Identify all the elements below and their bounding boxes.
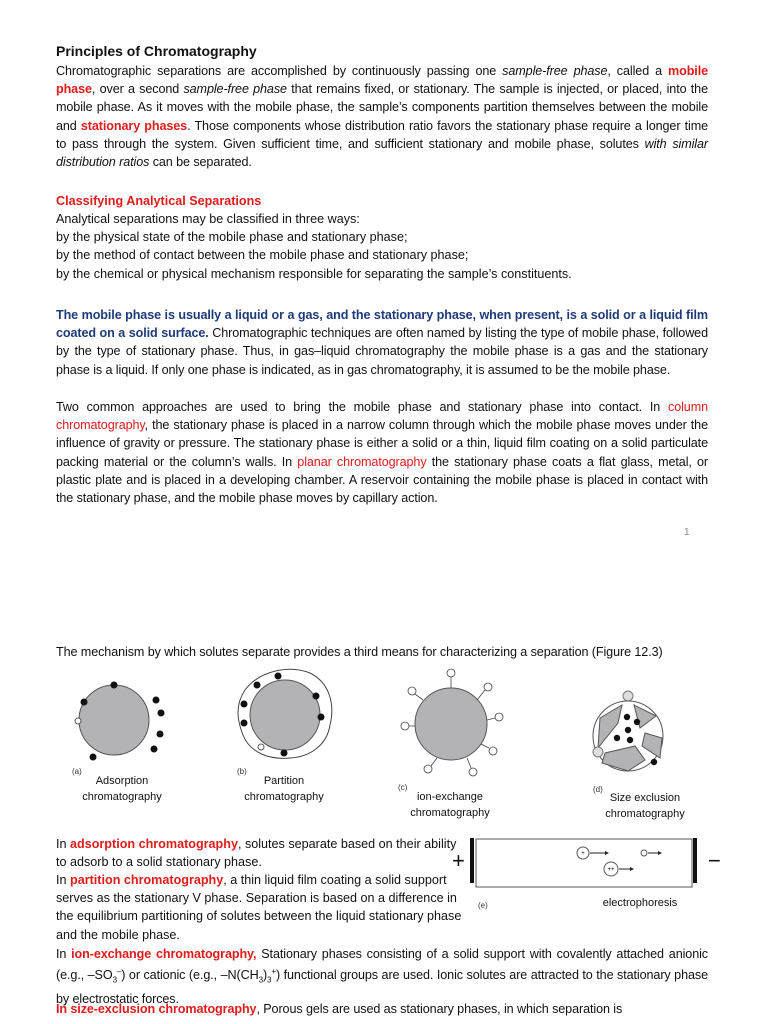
subscript: 3 [267,975,272,985]
positive-terminal-icon: + [452,848,465,873]
superscript: – [116,967,122,977]
page-title: Principles of Chromatography [56,43,257,59]
adsorption-diagram [70,682,170,762]
panel-label-adsorption [72,773,172,805]
negative-terminal-icon: − [708,848,721,873]
label-line: ion-exchange [416,791,484,803]
svg-text:++: ++ [607,867,615,873]
classify-intro: Analytical separations may be classified in three ways: [56,212,360,226]
italic-term: sample-free phase [502,64,608,78]
panel-letter-d: (d) [593,785,603,794]
highlight-column-chromatography: column chromatography [56,400,708,433]
classify-item-3: by the chemical or physical mechanism responsible for separating the sample’s constituents. [56,267,572,281]
text-run: that remains fixed, or stationary. The sample is injected, or placed, into the mobile phase. As it moves with the mobile phase, the sample’s components partition themselves between the mobile and [56,82,708,133]
key-statement: The mobile phase is usually a liquid or a gas, and the stationary phase, when present, is a solid or a liquid film coated on a solid surface. [56,308,708,341]
label-line: chromatography [82,791,162,803]
ion-exchange-diagram [395,660,505,785]
text-run: , Porous gels are used as stationary phases, in which separation is [256,1002,623,1016]
classify-item-1: by the physical state of the mobile phase and stationary phase; [56,230,408,244]
text-run: In [56,837,71,851]
intro-paragraph [56,62,708,171]
label-line: Size exclusion [609,792,681,804]
highlight-adsorption: adsorption chromatography [70,837,238,851]
text-run: , solutes separate based on their ability to adsorb to a solid stationary phase. [56,837,457,870]
size-exclusion-diagram [590,688,670,778]
superscript: + [271,967,276,977]
ion-exchange-paragraph [56,945,708,1008]
classify-item-2: by the method of contact between the mobile phase and stationary phase; [56,248,469,262]
label-line: chromatography [605,808,685,820]
highlight-planar-chromatography: planar chromatography [297,454,427,469]
text-run: , the stationary phase is placed in a narrow column through which the mobile phase moves under the influence of gravity or pressure. The stationary phase is either a solid or a thin, liquid film coating on a solid particulate packing material or the column’s walls. In [56,418,708,469]
highlight-stationary-phases: stationary phases [80,118,188,133]
text-run: ) functional groups are used. Ionic solutes are attracted to the stationary phase by electrostatic forces. [56,968,708,1007]
panel-label-electrophoresis: electrophoresis [602,897,678,909]
label-line: chromatography [410,807,490,819]
label-line: chromatography [244,791,324,803]
text-run: the stationary phase coats a flat glass, metal, or plastic plate and is placed in a developing chamber. A reservoir containing the mobile phase is placed in contact with the stationary phase, and the mobile phase moves by capillary action. [56,454,708,506]
text-run: . Those components whose distribution ratio favors the stationary phase require a longer time to pass through the system. Given sufficient time, and sufficient stationary and mobile phase, solutes [56,118,708,151]
highlight-partition: partition chromatography [70,873,224,887]
italic-term: with similar distribution ratios [56,136,708,170]
text-run: ) [262,968,268,983]
subscript: 3 [258,975,263,985]
highlight-size-exclusion: In size-exclusion chromatography [56,1002,257,1016]
text-run: In [56,947,72,961]
subscript: 3 [112,975,117,985]
panel-letter-c: (c) [398,783,408,792]
italic-term: sample-free phase [183,82,287,97]
partition-diagram [235,665,335,765]
text-run: Chromatographic separations are accomplished by continuously passing one [56,64,503,78]
highlight-ion-exchange: ion-exchange chromatography, [71,947,257,961]
partition-paragraph [56,871,468,944]
panel-letter-a: (a) [72,767,82,776]
adsorption-paragraph [56,835,468,871]
panel-label-partition [234,773,334,805]
size-exclusion-paragraph [56,1000,708,1018]
phases-paragraph [56,306,708,379]
label-line: Adsorption [95,775,149,787]
text-run: ) or cationic (e.g., –N(CH [121,968,259,983]
panel-letter-b: (b) [237,767,247,776]
svg-text:+: + [581,851,585,857]
text-run: , called a [607,64,669,78]
mechanism-intro: The mechanism by which solutes separate provides a third means for characterizing a separation (Figure 12.3) [56,645,663,659]
page-number: 1 [684,527,690,538]
text-run: Stationary phases consisting of a solid support with covalently attached anionic (e.g., –SO [56,947,708,983]
panel-label-ion-exchange [400,789,500,821]
text-run: Two common approaches are used to bring the mobile phase and stationary phase into contact. In [56,400,668,414]
highlight-mobile-phase: mobile phase [56,64,709,97]
text-run: , over a second [91,82,184,97]
text-run: In [56,873,71,887]
panel-letter-e: (e) [478,901,488,910]
text-run: Chromatographic techniques are often named by listing the type of mobile phase, followed by the type of stationary phase. Thus, in gas–liquid chromatography the mobile phase is a gas and the stationary phase is a liquid. If only one phase is indicated, as in gas chromatography, it is assumed to be the mobile phase. [56,326,708,377]
label-line: Partition [263,775,305,787]
electrophoresis-diagram [470,833,710,888]
panel-label-size-exclusion [595,790,695,822]
text-run: , a thin liquid film coating a solid support serves as the stationary V phase. Separation is based on a difference in the equilibrium partitioning of solutes between the liquid stationary phase and the mobile phase. [56,873,462,942]
section-heading-classifying: Classifying Analytical Separations [56,194,262,208]
contact-paragraph [56,398,708,507]
text-run: can be separated. [149,155,252,170]
